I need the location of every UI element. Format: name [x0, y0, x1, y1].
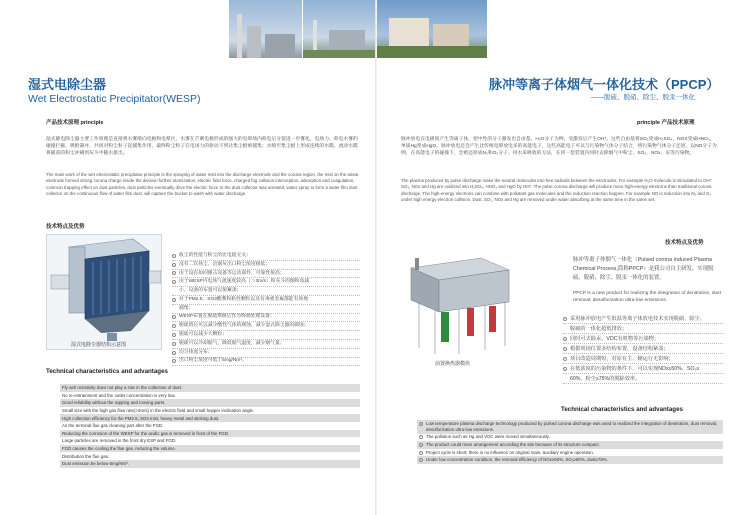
bullet-icon	[172, 351, 176, 355]
bullet-icon	[419, 451, 423, 455]
wesp-figure-caption: 湿式电除尘器结构示意图	[71, 342, 127, 348]
list-item: 根据现场位置多结构布置，设备结构紧凑；	[563, 344, 723, 354]
ppcp-figure-caption: 前置换热器模块	[435, 361, 471, 367]
list-item: 收尘的性能与粉尘的比电阻无关；	[172, 252, 360, 261]
table-row: The product could more arrangement according the site because of its structure compact.	[417, 441, 723, 449]
list-item: 没有二次扬尘，出烟灰出口粉尘浓度极低；	[172, 261, 360, 270]
wesp-illustration	[47, 235, 162, 343]
table-row: Large particles are removed in the front dry ESP and FGD.	[60, 437, 360, 445]
list-item: 出口粉尘浓度可低于5mg/Nm³。	[172, 358, 360, 367]
table-row: Under low concentration condition, the removal efficiency of NOx≥50%, SO₂≥60%, dust≥75%.	[417, 456, 723, 464]
bullet-icon	[563, 347, 567, 351]
table-row: Good reliability without the rapping and moving parts.	[60, 399, 360, 407]
list-item: 脱硫的一体化超低排放；	[563, 324, 723, 334]
list-item: 同时可去除汞、VOC有机物等污染物；	[563, 334, 723, 344]
table-row: The pollution such as Hg and VOC were moved simultaneously.	[417, 434, 723, 442]
bullet-icon	[172, 263, 176, 267]
principle-text-cn: 脉冲放电在电极间产生等离子体，把中性的分子激发出自由基，H₂O分子为例，受激发后产生OH*。这些自由基将SO₂变成H₂SO₄，NOX变成HNO₃，单质Hg变成HgO。脉冲放电还会产生比传统电晕放电多的高能电子，这些高能电子可以与污染物气体分子结合，将污染物气体分子还原。以NO分子为例，在高能电子的碰撞下，会被还原成N₂和O₂分子。用水来吸收的方法，在同一套装置内同时去除烟气中粉尘、SO₂、NOx、汞等污染物。	[401, 137, 717, 156]
principle-text-cn: 湿式静电除尘器主要工作原理是直接将水雾喷向电极和电晕区，水雾在芒刺电极形成的强大的电晕场内荷电后分裂进一步雾化，电场力、荷电水雾的碰撞拦截、吸附凝并，共同对粉尘粒子起捕集作用，最终粉尘粒子在电场力的驱动下到达集尘板被捕集；水喷至集尘板上形成连续的水膜，流动水膜将捕获的粉尘冲刷到灰斗中随水排出。	[46, 137, 358, 156]
bullet-icon	[172, 342, 176, 346]
features-heading: 技术特点及优势	[46, 224, 85, 230]
ppcp-intro-cn: 脉冲等离子体烟气一体化（Pulsed corona induced Plasma Chemical Process,简称PPCP）是我公司自主研发、实现脱硫、脱硝、除尘、脱汞一体化的装置。	[573, 257, 714, 281]
ppcp-intro-en: PPCP is a new product for realizing the integration of denitration, dust removal, desulfurization ultra-low emissions.	[573, 291, 721, 303]
list-item: 对于PM2.5、SO3酸雾和粘性颗粒以及有毒重金属都能有效地	[172, 296, 360, 305]
bullet-icon	[419, 422, 423, 426]
table-row: FGD causes the cooling the flue gas, reducing the volume.	[60, 445, 360, 453]
product-subtitle-cn: ——脱硫、脱硝、除尘、脱汞一体化	[591, 94, 695, 101]
product-title-en: Wet Electrostatic Precipitator(WESP)	[28, 93, 201, 105]
list-item: 脱硫塔后可以减少酸性气体的腐蚀，减少湿式除尘器的腐蚀；	[172, 322, 360, 331]
table-row: Reducing the corrosion of the WESP for the acidic gas is removed in front of the FGD.	[60, 430, 360, 438]
ppcp-feature-list	[563, 314, 723, 384]
right-page	[377, 0, 753, 515]
wesp-feature-list	[172, 252, 360, 366]
tech-characteristics-heading: Technical characteristics and advantages	[46, 368, 168, 375]
list-item: 60%、粉尘≥75%的脱除效率。	[563, 374, 723, 384]
principle-text-en: The main work of the wet electrostatic precipitator principle is the spraying of water mist into the discharge electrode and the corona region, the mist on the arista electrode formed strong corona charge inside the division further atomization, electric field force, charged fog collision interception, adsorption and coagulation, common trapping effect on dust particles, dust particles eventually drive the electric force to the dust collector was arrested, water spray to form a water film dust collector on the continuous flow of water film dust, will capture the bucket to wash with water discharge.	[46, 172, 359, 197]
list-item: 脱硫可以减少大颗粒；	[172, 331, 360, 340]
bullet-icon	[563, 367, 567, 371]
bullet-icon	[172, 280, 176, 284]
bullet-icon	[172, 359, 176, 363]
plant-exterior-photo	[377, 0, 487, 58]
list-item: 捕集；	[172, 305, 360, 314]
table-row: Small size with the high gas flow rate(>3m/s) in the electric field and small hopper inclination angle.	[60, 407, 360, 415]
list-item: WESP布置在脱硫系统后作为终端处理设备；	[172, 314, 360, 323]
bullet-icon	[172, 324, 176, 328]
table-row: Project cycle is short; there is no influence on original main, auxiliary engine operation.	[417, 449, 723, 457]
table-row: As the terminal flue gas cleaning part after the FGD.	[60, 422, 360, 430]
list-item: 均匀排流分布；	[172, 349, 360, 358]
tech-characteristics-heading: Technical characteristics and advantages	[561, 406, 683, 413]
bullet-icon	[419, 458, 423, 462]
ppcp-module-diagram	[401, 250, 519, 370]
bullet-icon	[563, 357, 567, 361]
factory-photo	[303, 0, 376, 58]
bullet-icon	[172, 315, 176, 319]
bullet-icon	[563, 337, 567, 341]
table-row: Low temperature plasma discharge technology produced by pulsed corona discharge was used to realized the integration of denitration, dust removal, desulfurization ultra-low emissions.	[417, 420, 723, 434]
table-row: Distribution the flue gas.	[60, 452, 360, 460]
bullet-icon	[172, 271, 176, 275]
product-title-cn: 脉冲等离子体烟气一体化技术（PPCP）	[489, 77, 720, 92]
features-heading: 技术特点及优势	[665, 240, 704, 246]
list-item: 项目改造周期短，对原有主、辅运行无影响；	[563, 354, 723, 364]
tech-characteristics-list	[60, 384, 360, 468]
list-item: 在低浓度的污染物的条件下，可以实现NOx≥50%、SO₂≥	[563, 364, 723, 374]
bullet-icon	[172, 333, 176, 337]
list-item: 采用脉冲放电产生低温等离子体放电技术实现脱硝、除尘、	[563, 314, 723, 324]
table-row: No re-entrainment and the outlet concentration is very low.	[60, 392, 360, 400]
tech-characteristics-list	[417, 420, 723, 464]
principle-heading: 产品技术原理 principle	[46, 120, 104, 126]
wesp-structure-diagram	[46, 234, 162, 350]
bullet-icon	[172, 254, 176, 258]
bullet-icon	[419, 435, 423, 439]
list-item: 由于没有如同锤击设备等运动部件，可靠性很高；	[172, 270, 360, 279]
bullet-icon	[563, 317, 567, 321]
bullet-icon	[172, 298, 176, 302]
principle-heading: principle 产品技术原理	[637, 120, 695, 126]
table-row: Fly ash resistivity does not play a role in the collection of dust.	[60, 384, 360, 392]
principle-text-en: The plasma produced by pulse discharge make the neutral molecules into free radicals between the electrodes. For example H₂O molecule is stimulated to OH*. SO₂, NOx and Hg are oxidized into H₂SO₄, HNO₃ and HgO by OH*. The pulse corona discharge will produce more high-energy electrons than traditional corona discharge. The high-energy electrons can combine with pollutant gas molecules and the reduction reaction happen. For example NO is reduction into N₂ and O₂ under high energy electron collision. Dust, SO₂, NOx and Hg are removed under water absorbing at the same time in the same set.	[401, 178, 713, 203]
ppcp-illustration	[401, 250, 519, 358]
table-row: High collection efficiency for the PM2.5, SO3 mist, heavy metal and sticking dust.	[60, 414, 360, 422]
list-item: 由于WESP内电场气流速度较高（＞3m/s）和灰斗的烟和角减	[172, 278, 360, 287]
bullet-icon	[419, 443, 423, 447]
list-item: 小，设备的布置可以很紧凑；	[172, 287, 360, 296]
list-item: 脱硫可以冷却烟气，降低烟气温度，减少烟气量；	[172, 340, 360, 349]
power-plant-photo	[229, 0, 302, 58]
left-page	[0, 0, 376, 515]
table-row: Dust emission be below 5mg/Nm³.	[60, 460, 360, 468]
product-title-cn: 湿式电除尘器	[28, 77, 107, 92]
